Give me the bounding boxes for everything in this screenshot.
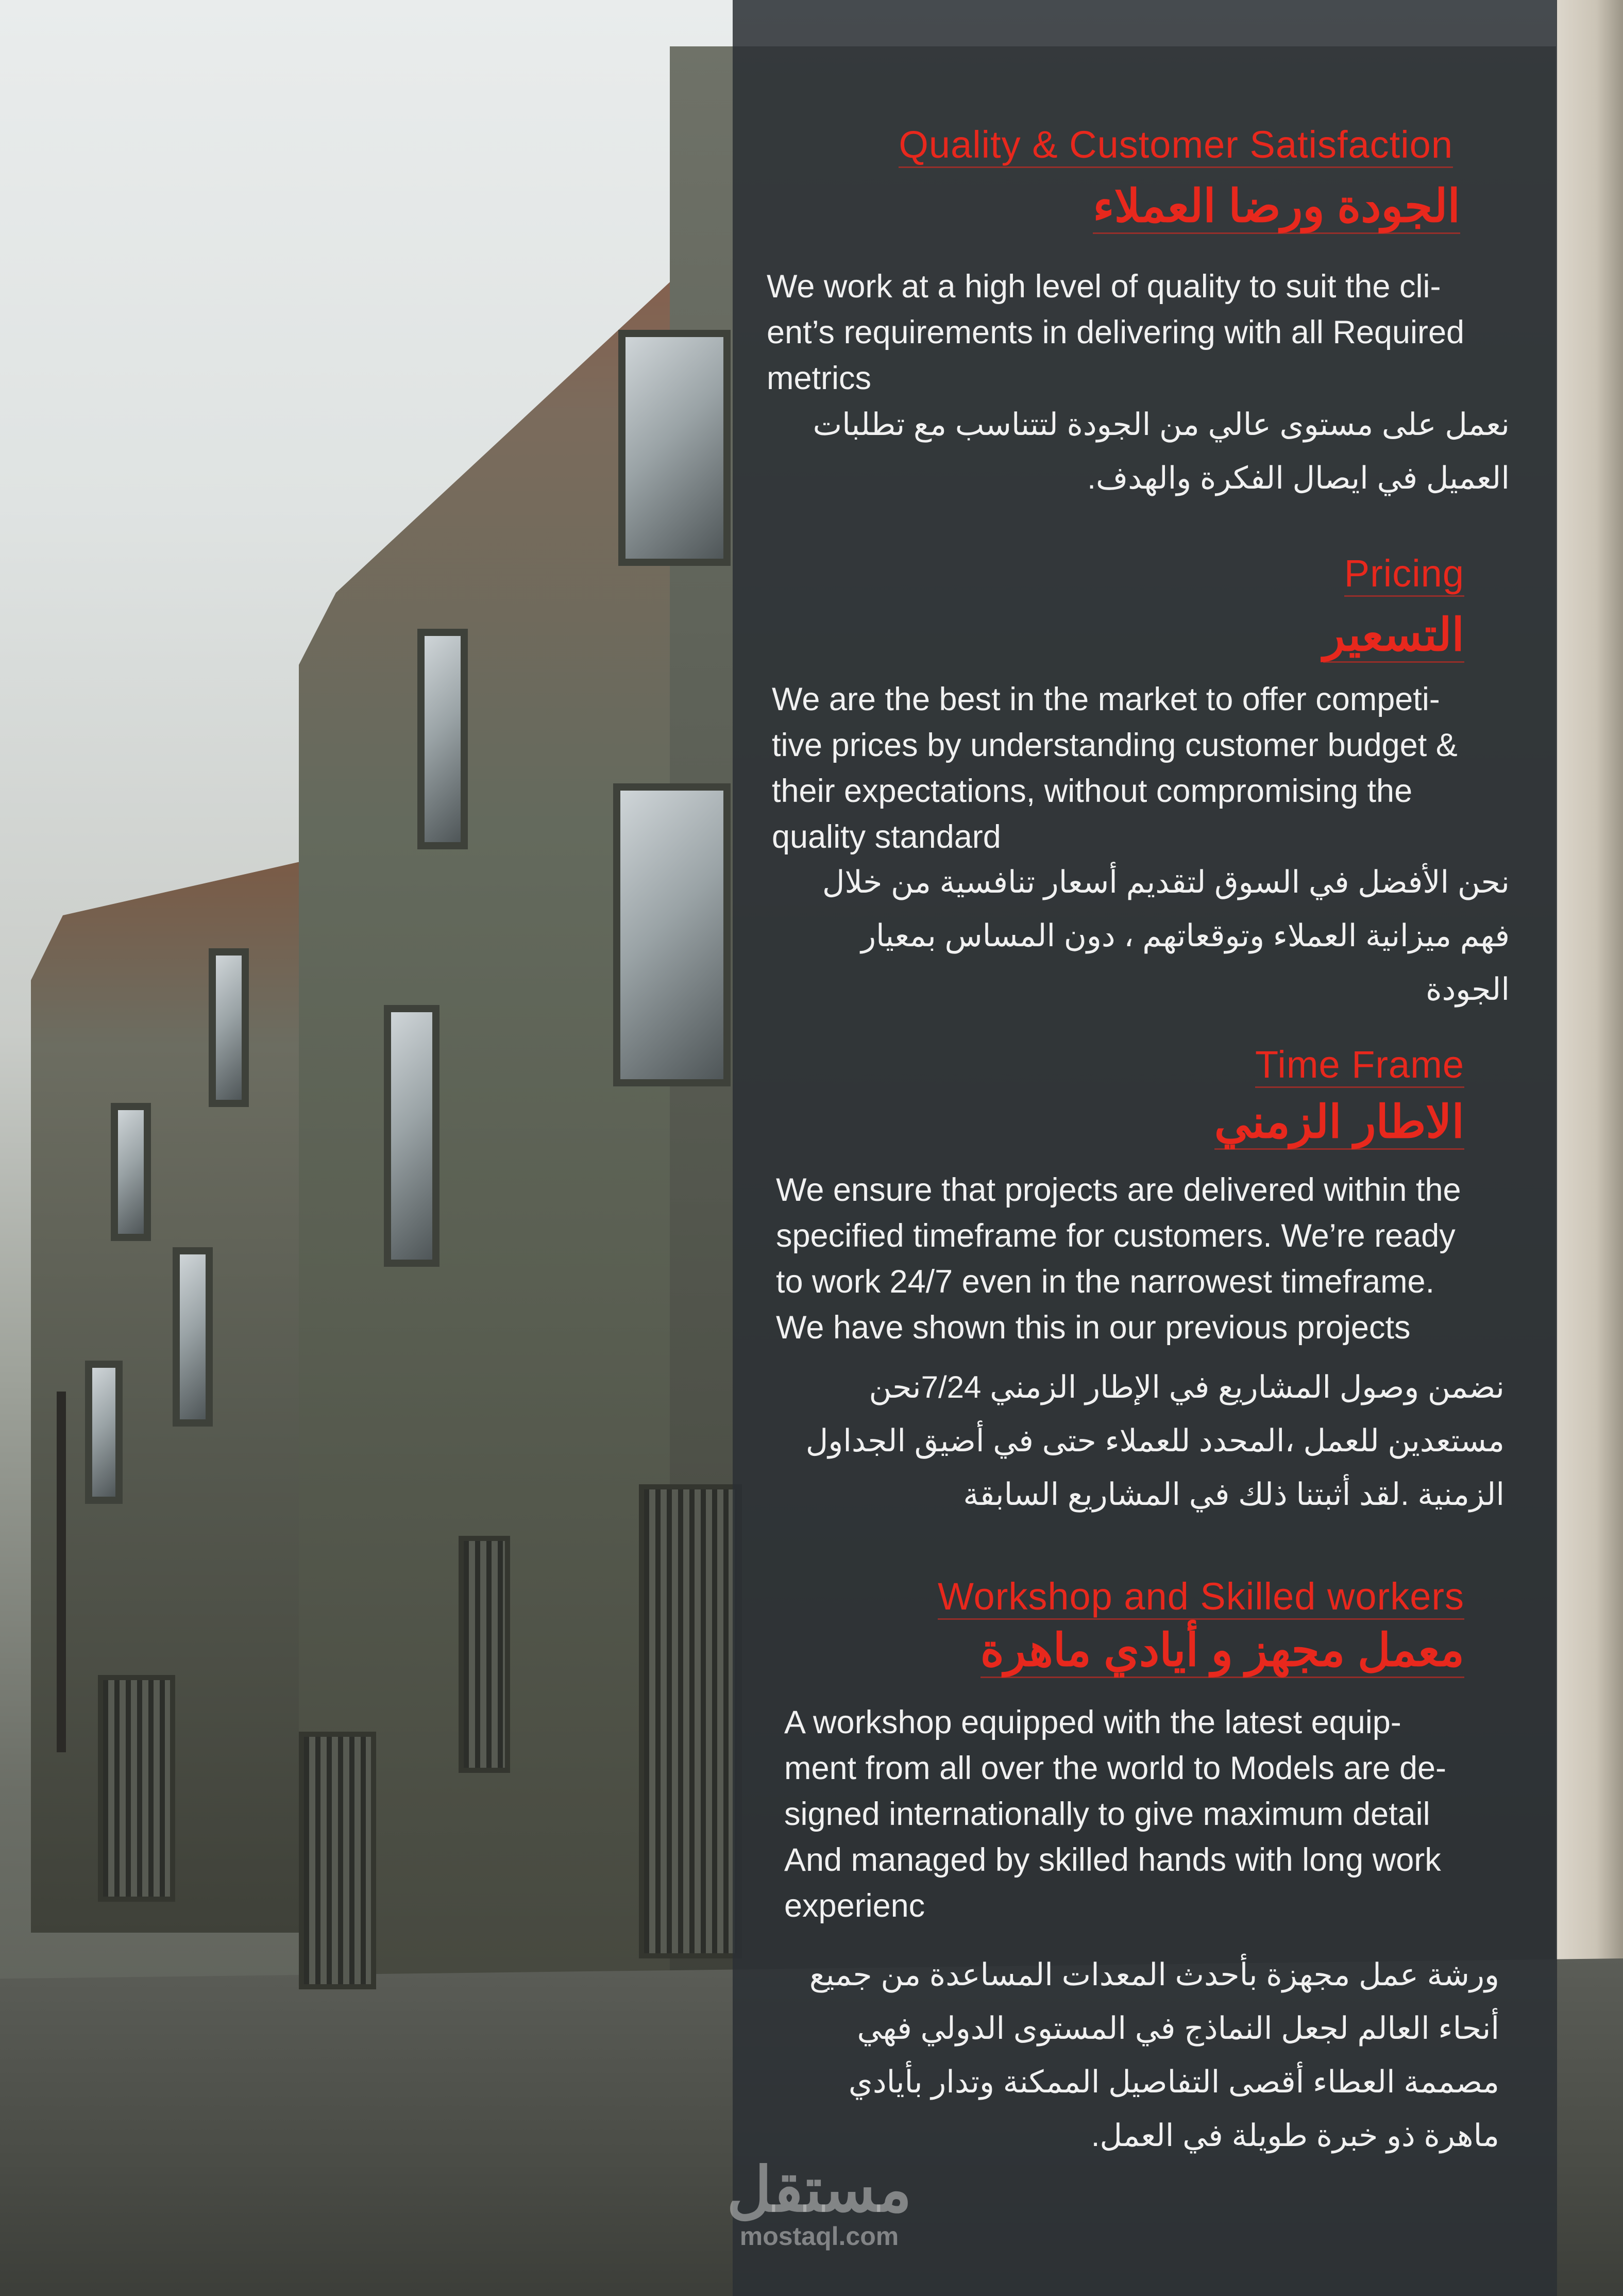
section-body-en: We ensure that projects are delivered within the specified timeframe for customers. We’re ready to work 24/7 even in the narrowest timeframe. We have shown this in our previous projects <box>776 1172 1461 1346</box>
section-body-en: We work at a high level of quality to suit the cli- ent’s requirements in delivering with all Required metrics <box>767 269 1465 396</box>
window <box>384 1005 439 1267</box>
watermark-logo: مستقل <box>726 2155 912 2224</box>
window-grille <box>459 1536 510 1773</box>
section-title-en: Pricing <box>1344 551 1464 597</box>
section-body-ar: نعمل على مستوى عالي من الجودة لتتناسب مع تطلبات العميل في ايصال الفكرة والهدف. <box>813 407 1510 495</box>
section-title-ar: معمل مجهز و أيادي ماهرة <box>980 1623 1464 1678</box>
window <box>613 783 731 1086</box>
window <box>85 1361 123 1504</box>
section-body-en: A workshop equipped with the latest equip- ment from all over the world to Models are de- signed internationally to give maximum detail And managed by skilled hands with long work experienc <box>784 1704 1447 1924</box>
section-body-ar: نضمن وصول المشاريع في الإطار الزمني 7/24نحن مستعدين للعمل ،المحدد للعملاء حتى في أضيق الجداول الزمنية .لقد أثبتنا ذلك في المشاريع السابقة <box>805 1370 1504 1512</box>
window-grille <box>98 1675 175 1902</box>
watermark-url: mostaql.com <box>739 2222 899 2251</box>
pillar <box>1556 0 1623 2296</box>
section-body-ar: نحن الأفضل في السوق لتقديم أسعار تنافسية من خلال فهم ميزانية العملاء وتوقعاتهم ، دون المساس بمعيار الجودة <box>822 865 1510 1007</box>
section-body-en: We are the best in the market to offer competi- tive prices by understanding customer budget & their expectations, without compromising the quality standard <box>772 681 1458 855</box>
window-grille <box>299 1732 376 1989</box>
window <box>111 1103 151 1241</box>
section-title-en: Time Frame <box>1255 1043 1464 1088</box>
section-body-ar: ورشة عمل مجهزة بأحدث المعدات المساعدة من جميع أنحاء العالم لجعل النماذج في المستوى الدولي فهي مصممة العطاء أقصى التفاصيل الممكنة وتدار بأيادي ماهرة ذو خبرة طويلة في العمل. <box>809 1957 1499 2153</box>
utility-pole <box>57 1392 66 1752</box>
window <box>417 629 468 849</box>
window <box>618 330 731 566</box>
window <box>209 948 249 1107</box>
window-grille <box>639 1484 742 1958</box>
section-title-en: Quality & Customer Satisfaction <box>899 123 1453 168</box>
window <box>173 1247 213 1427</box>
section-title-ar: الاطار الزمني <box>1214 1095 1464 1150</box>
section-title-ar: الجودة ورضا العملاء <box>1093 179 1460 234</box>
section-title-en: Workshop and Skilled workers <box>938 1574 1464 1620</box>
section-title-ar: التسعير <box>1323 608 1464 663</box>
